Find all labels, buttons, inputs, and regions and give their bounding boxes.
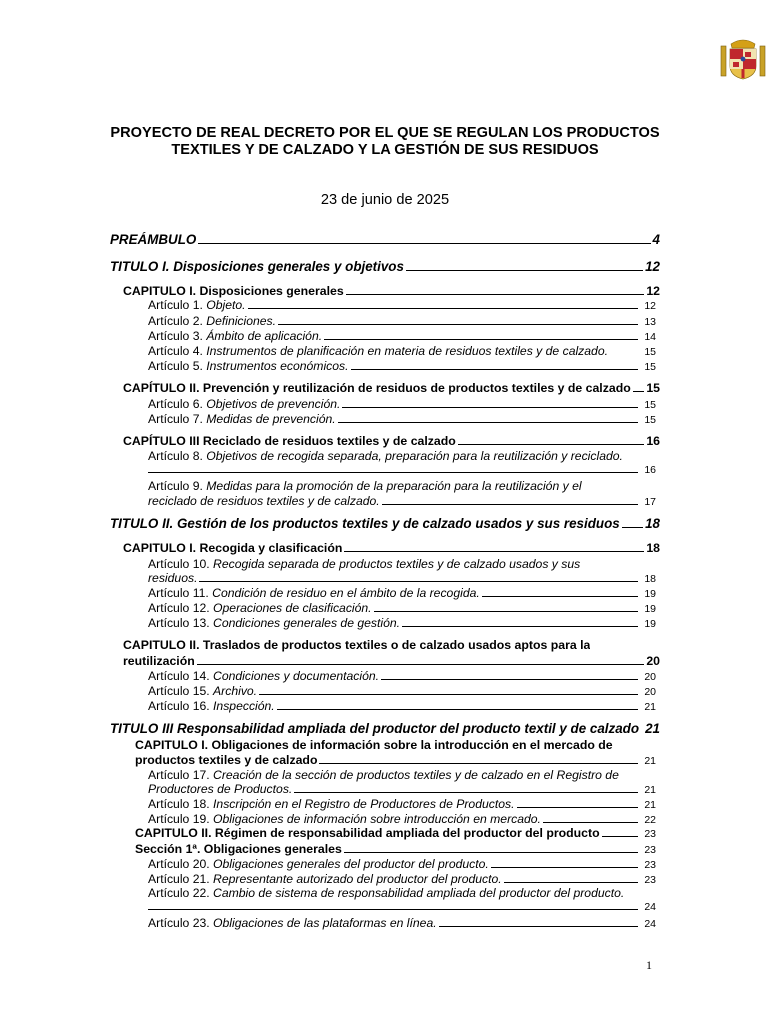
toc-entry-titulo-2[interactable]: TITULO II. Gestión de los productos textiles y de calzado usados y sus residuos 18 (110, 516, 660, 531)
coat-of-arms-icon (719, 36, 767, 80)
toc-entry-articulo-8-leader: 16 (148, 464, 656, 476)
toc-entry-articulo-14[interactable]: Artículo 14. Condiciones y documentación. 20 (148, 669, 656, 683)
document-date: 23 de junio de 2025 (320, 192, 450, 208)
toc-entry-articulo-10[interactable]: Artículo 10. Recogida separada de productos textiles y de calzado usados y sus (148, 557, 581, 571)
toc-entry-t1-capitulo-1[interactable]: CAPITULO I. Disposiciones generales 12 (123, 284, 660, 298)
toc-entry-t2-capitulo-1[interactable]: CAPITULO I. Recogida y clasificación 18 (123, 541, 660, 555)
toc-entry-t1-capitulo-2[interactable]: CAPÍTULO II. Prevención y reutilización de residuos de productos textiles y de calzado 15 (123, 381, 660, 395)
toc-entry-articulo-16[interactable]: Artículo 16. Inspección. 21 (148, 699, 656, 713)
toc-entry-articulo-13[interactable]: Artículo 13. Condiciones generales de gestión. 19 (148, 616, 656, 630)
toc-entry-articulo-15[interactable]: Artículo 15. Archivo. 20 (148, 684, 656, 698)
toc-entry-articulo-22[interactable]: Artículo 22. Cambio de sistema de responsabilidad ampliada del productor del producto. (148, 886, 625, 900)
toc-entry-articulo-19[interactable]: Artículo 19. Obligaciones de información sobre introducción en mercado. 22 (148, 812, 656, 826)
toc-entry-titulo-3[interactable]: TITULO III Responsabilidad ampliada del productor del producto textil y de calzado 21 (110, 721, 660, 736)
toc-entry-articulo-17-line2: Productores de Productos. 21 (148, 782, 656, 796)
toc-entry-titulo-1[interactable]: TITULO I. Disposiciones generales y objetivos 12 (110, 259, 660, 274)
toc-entry-t3-capitulo-1[interactable]: CAPITULO I. Obligaciones de información sobre la introducción en el mercado de (135, 738, 613, 752)
toc-entry-articulo-2[interactable]: Artículo 2. Definiciones. 13 (148, 314, 656, 328)
toc-entry-articulo-12[interactable]: Artículo 12. Operaciones de clasificación. 19 (148, 601, 656, 615)
toc-entry-articulo-5[interactable]: Artículo 5. Instrumentos económicos. 15 (148, 359, 656, 373)
toc-entry-articulo-9[interactable]: Artículo 9. Medidas para la promoción de la preparación para la reutilización y el (148, 479, 582, 493)
toc-entry-articulo-8[interactable]: Artículo 8. Objetivos de recogida separada, preparación para la reutilización y reciclado. (148, 449, 623, 463)
toc-entry-articulo-22-leader: 24 (148, 901, 656, 913)
toc-entry-articulo-21[interactable]: Artículo 21. Representante autorizado del productor del producto. 23 (148, 872, 656, 886)
toc-entry-articulo-9-line2: reciclado de residuos textiles y de calzado. 17 (148, 494, 656, 508)
document-title: PROYECTO DE REAL DECRETO POR EL QUE SE REGULAN LOS PRODUCTOS TEXTILES Y DE CALZADO Y LA GESTIÓN DE SUS RESIDUOS (110, 125, 660, 158)
toc-entry-t2-capitulo-2-line2: reutilización 20 (123, 654, 660, 668)
toc-entry-seccion-1[interactable]: Sección 1ª. Obligaciones generales 23 (135, 842, 656, 856)
toc-entry-articulo-1[interactable]: Artículo 1. Objeto. 12 (148, 298, 656, 312)
toc-entry-articulo-4[interactable]: Artículo 4. Instrumentos de planificación en materia de residuos textiles y de calzado. 15 (148, 344, 656, 358)
toc-entry-articulo-3[interactable]: Artículo 3. Ámbito de aplicación. 14 (148, 329, 656, 343)
toc-entry-articulo-20[interactable]: Artículo 20. Obligaciones generales del productor del producto. 23 (148, 857, 656, 871)
toc-entry-preambulo[interactable]: PREÁMBULO 4 (110, 232, 660, 247)
page-number: 1 (646, 958, 652, 972)
toc-entry-articulo-17[interactable]: Artículo 17. Creación de la sección de productos textiles y de calzado en el Registro de (148, 768, 619, 782)
toc-entry-articulo-11[interactable]: Artículo 11. Condición de residuo en el ámbito de la recogida. 19 (148, 586, 656, 600)
toc-entry-t3-capitulo-2[interactable]: CAPITULO II. Régimen de responsabilidad ampliada del productor del producto 23 (135, 826, 656, 840)
toc-entry-t3-capitulo-1-line2: productos textiles y de calzado 21 (135, 753, 656, 767)
toc-entry-t2-capitulo-2[interactable]: CAPITULO II. Traslados de productos textiles o de calzado usados aptos para la (123, 638, 591, 652)
toc-entry-articulo-18[interactable]: Artículo 18. Inscripción en el Registro de Productores de Productos. 21 (148, 797, 656, 811)
toc-entry-articulo-7[interactable]: Artículo 7. Medidas de prevención. 15 (148, 412, 656, 426)
toc-entry-articulo-6[interactable]: Artículo 6. Objetivos de prevención. 15 (148, 397, 656, 411)
toc-entry-articulo-10-line2: residuos. 18 (148, 571, 656, 585)
toc-entry-articulo-23[interactable]: Artículo 23. Obligaciones de las plataformas en línea. 24 (148, 916, 656, 930)
toc-entry-t1-capitulo-3[interactable]: CAPÍTULO III Reciclado de residuos textiles y de calzado 16 (123, 434, 660, 448)
